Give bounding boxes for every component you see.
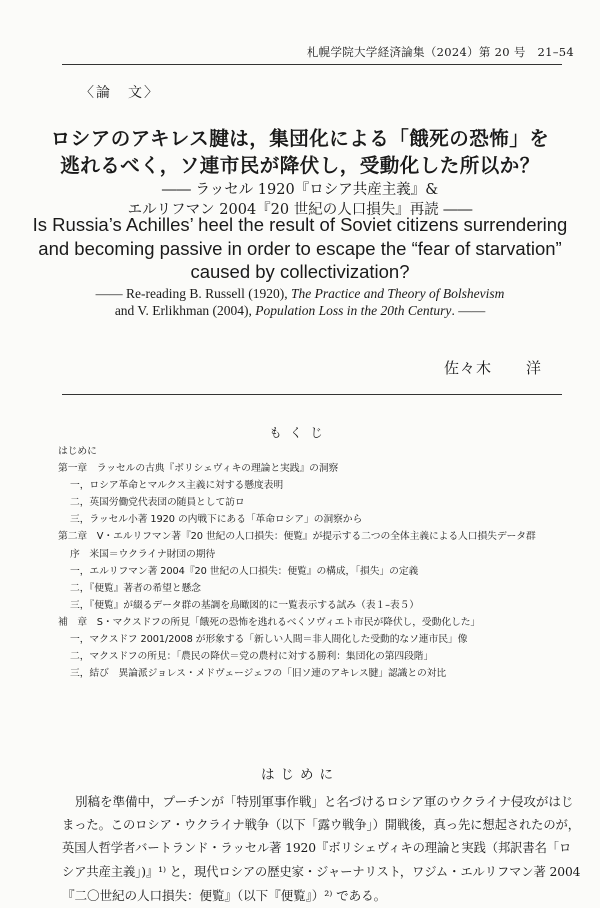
author-name [444, 357, 542, 378]
header-rule [62, 64, 562, 65]
english-subtitle-book-title-1: The Practice and Theory of Bolshevism [291, 286, 505, 301]
english-subtitle-suffix: . ―― [451, 303, 486, 318]
toc-item: 一，ロシア革命とマルクス主義に対する懸度表明 [70, 480, 284, 492]
toc-item: 序 米国＝ウクライナ財団の期待 [70, 548, 216, 560]
english-subtitle-line-1 [40, 286, 560, 302]
toc-item: 第二章 V・エルリフマン著『20 世紀の人口損失：便覧』が提示する二つの全体主義による人口損失データ群 [58, 531, 536, 543]
body-text-line: 『二〇世紀の人口損失：便覧』（以下『便覧』）²⁾ である。 [62, 888, 387, 903]
japanese-title-line-2: 逃れるべく，ソ連市民が降伏し，受動化した所以か？ [60, 154, 540, 177]
introduction-body [62, 790, 582, 908]
toc-item: はじめに [58, 446, 97, 457]
toc-item: 一，エルリフマン著 2004『20 世紀の人口損失：便覧』の構成，「損失」の定義 [70, 565, 419, 577]
english-subtitle-prefix: ―― Re-reading B. Russell (1920), [95, 286, 291, 301]
body-text-line: まった。このロシア・ウクライナ戦争（以下「露ウ戦争」）開戦後，真っ先に想起されたのが， [62, 817, 580, 832]
toc-item: 補 章 S・マクスドフの所見「餓死の恐怖を逃れるべくソヴィエト市民が降伏し，受動化した」 [58, 616, 481, 628]
body-text-line: 別稿を準備中，プーチンが「特別軍事作戦」と名づけるロシア軍のウクライナ侵攻がはじ [75, 794, 574, 809]
english-subtitle-line-2 [40, 303, 560, 319]
title-block-rule [62, 394, 562, 395]
toc-item: 二，英国労働党代表団の随員として訪ロ [70, 497, 245, 509]
author-family-name: 佐々木 [443, 359, 492, 377]
running-header: 札幌学院大学経済論集（2024）第 20 号 21–54 [306, 45, 574, 59]
toc-item: 二，『便覧』著者の希望と懸念 [70, 582, 201, 594]
body-text-line: 英国人哲学者バートランド・ラッセル著 1920『ボリシェヴィキの理論と実践（邦訳書名「ロ [62, 841, 572, 855]
section-heading-introduction: はじめに [261, 767, 339, 783]
japanese-subtitle-line-2: エルリフマン 2004『20 世紀の人口損失』再読 ―― [127, 202, 473, 218]
table-of-contents [58, 443, 578, 682]
english-subtitle-prefix-2: and V. Erlikhman (2004), [114, 303, 256, 318]
article-category: 〈論 文〉 [80, 85, 160, 101]
toc-item: 三，ラッセル小著 1920 の内戦下にある「革命ロシア」の洞察から [70, 514, 363, 526]
english-title-line-2: and becoming passive in order to escape the “fear of starvation” [38, 238, 562, 259]
english-subtitle-book-title-2: Population Loss in the 20th Century [255, 303, 452, 318]
japanese-subtitle-line-1: ―― ラッセル 1920『ロシア共産主義』& [161, 182, 439, 198]
body-text-line: シア共産主義」)』¹⁾ と，現代ロシアの歴史家・ジャーナリスト，ワジム・エルリフマン著 2004 [62, 864, 581, 879]
toc-title: もくじ [269, 425, 331, 440]
english-title-line-3: caused by collectivization? [190, 261, 410, 282]
toc-item: 三，結び 異論派ジョレス・メドヴェージェフの「旧ソ連のアキレス腱」認識との対比 [70, 668, 447, 680]
toc-item: 二，マクスドフの所見：「農民の降伏＝党の農村に対する勝利：集団化の第四段階」 [70, 651, 434, 663]
toc-item: 三，『便覧』が綴るデータ群の基調を鳥瞰図的に一覧表示する試み（表１–表５） [70, 599, 419, 611]
japanese-title-line-1: ロシアのアキレス腱は，集団化による「餓死の恐怖」を [50, 127, 550, 150]
author-given-name: 洋 [525, 359, 542, 377]
english-title-line-1: Is Russia’s Achilles’ heel the result of Soviet citizens surrendering [32, 214, 568, 235]
toc-item: 一，マクスドフ 2001/2008 が形象する「新しい人間＝非人間化した受動的なソ連市民」像 [70, 634, 468, 646]
toc-item: 第一章 ラッセルの古典『ボリシェヴィキの理論と実践』の洞察 [58, 463, 339, 475]
